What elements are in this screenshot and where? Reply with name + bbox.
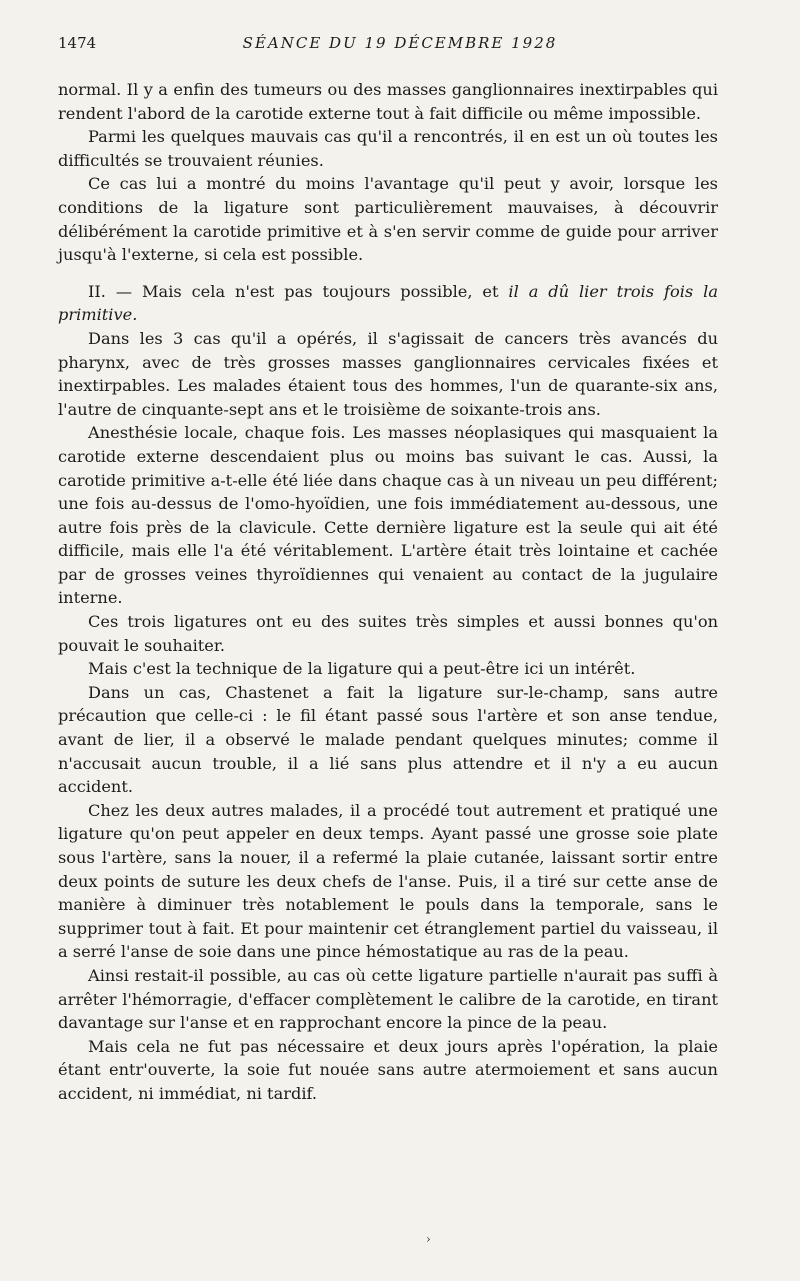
paragraph: Ce cas lui a montré du moins l'avantage qu'il peut y avoir, lorsque les conditions de la ligature sont particulièrement mauvaises, à découvrir délibérément la carotide primitive et à s'en servir comme de guide pour arriver jusqu'à l'externe, si cela est possible. bbox=[58, 174, 718, 265]
section-ii-paragraph bbox=[58, 280, 718, 327]
page-header bbox=[58, 34, 742, 58]
paragraph: Dans les 3 cas qu'il a opérés, il s'agissait de cancers très avancés du pharynx, avec de très grosses masses ganglionnaires cervicales fixées et inextirpables. Les malades étaient tous des hommes, l'un de quarante-six ans, l'autre de cinquante-sept ans et le troisième de soixante-trois ans. bbox=[58, 328, 718, 419]
paragraph: Dans un cas, Chastenet a fait la ligature sur-le-champ, sans autre précaution que celle-ci : le fil étant passé sous l'artère et son anse tendue, avant de lier, il a observé le malade pendant quelques minutes; comme il n'accusait aucun trouble, il a lié sans plus attendre et il n'y a eu aucun accident. bbox=[58, 682, 718, 797]
paragraph: Parmi les quelques mauvais cas qu'il a rencontrés, il en est un où toutes les difficultés se trouvaient réunies. bbox=[58, 127, 718, 170]
printer-mark-icon: › bbox=[426, 1232, 431, 1246]
running-head: SÉANCE DU 19 DÉCEMBRE 1928 bbox=[242, 34, 558, 52]
section-ii-italic: il a dû lier trois fois la primitive. bbox=[58, 281, 718, 325]
paragraph: Mais c'est la technique de la ligature qui a peut-être ici un intérêt. bbox=[88, 659, 636, 679]
paragraph: Ainsi restait-il possible, au cas où cette ligature partielle n'aurait pas suffi à arrêter l'hémorragie, d'effacer complètement le calibre de la carotide, en tirant davantage sur l'anse et en rapprochant encore la pince de la peau. bbox=[58, 965, 718, 1033]
page-number: 1474 bbox=[58, 34, 97, 52]
paragraph: Chez les deux autres malades, il a procédé tout autrement et pratiqué une ligature qu'on peut appeler en deux temps. Ayant passé une grosse soie plate sous l'artère, sans la nouer, il a refermé la plaie cutanée, laissant sortir entre deux points de suture les deux chefs de l'anse. Puis, il a tiré sur cette anse de manière à diminuer très notablement le pouls dans la temporale, sans le supprimer tout à fait. Et pour maintenir cet étranglement partiel du vaisseau, il a serré l'anse de soie dans une pince hémostatique au ras de la peau. bbox=[58, 800, 718, 962]
paragraph: Mais cela ne fut pas nécessaire et deux jours après l'opération, la plaie étant entr'ouverte, la soie fut nouée sans autre atermoiement et sans aucun accident, ni immédiat, ni tardif. bbox=[58, 1036, 718, 1103]
paragraph: Anesthésie locale, chaque fois. Les masses néoplasiques qui masquaient la carotide externe descendaient plus ou moins bas suivant le cas. Aussi, la carotide primitive a-t-elle été liée dans chaque cas à un niveau un peu différent; une fois au-dessus de l'omo-hyoïdien, une fois immédiatement au-dessous, une autre fois près de la clavicule. Cette dernière ligature est la seule qui ait été difficile, mais elle l'a été véritablement. L'artère était très lointaine et cachée par de grosses veines thyroïdiennes qui venaient au contact de la jugulaire interne. bbox=[58, 423, 718, 608]
section-ii-lead: II. — Mais cela n'est pas toujours possible, et bbox=[88, 281, 509, 301]
paragraph: normal. Il y a enfin des tumeurs ou des masses ganglionnaires inextirpables qui rendent l'abord de la carotide externe tout à fait difficile ou même impossible. bbox=[58, 80, 718, 123]
paragraph: Ces trois ligatures ont eu des suites très simples et aussi bonnes qu'on pouvait le souhaiter. bbox=[58, 612, 718, 655]
body-text bbox=[58, 78, 718, 1106]
